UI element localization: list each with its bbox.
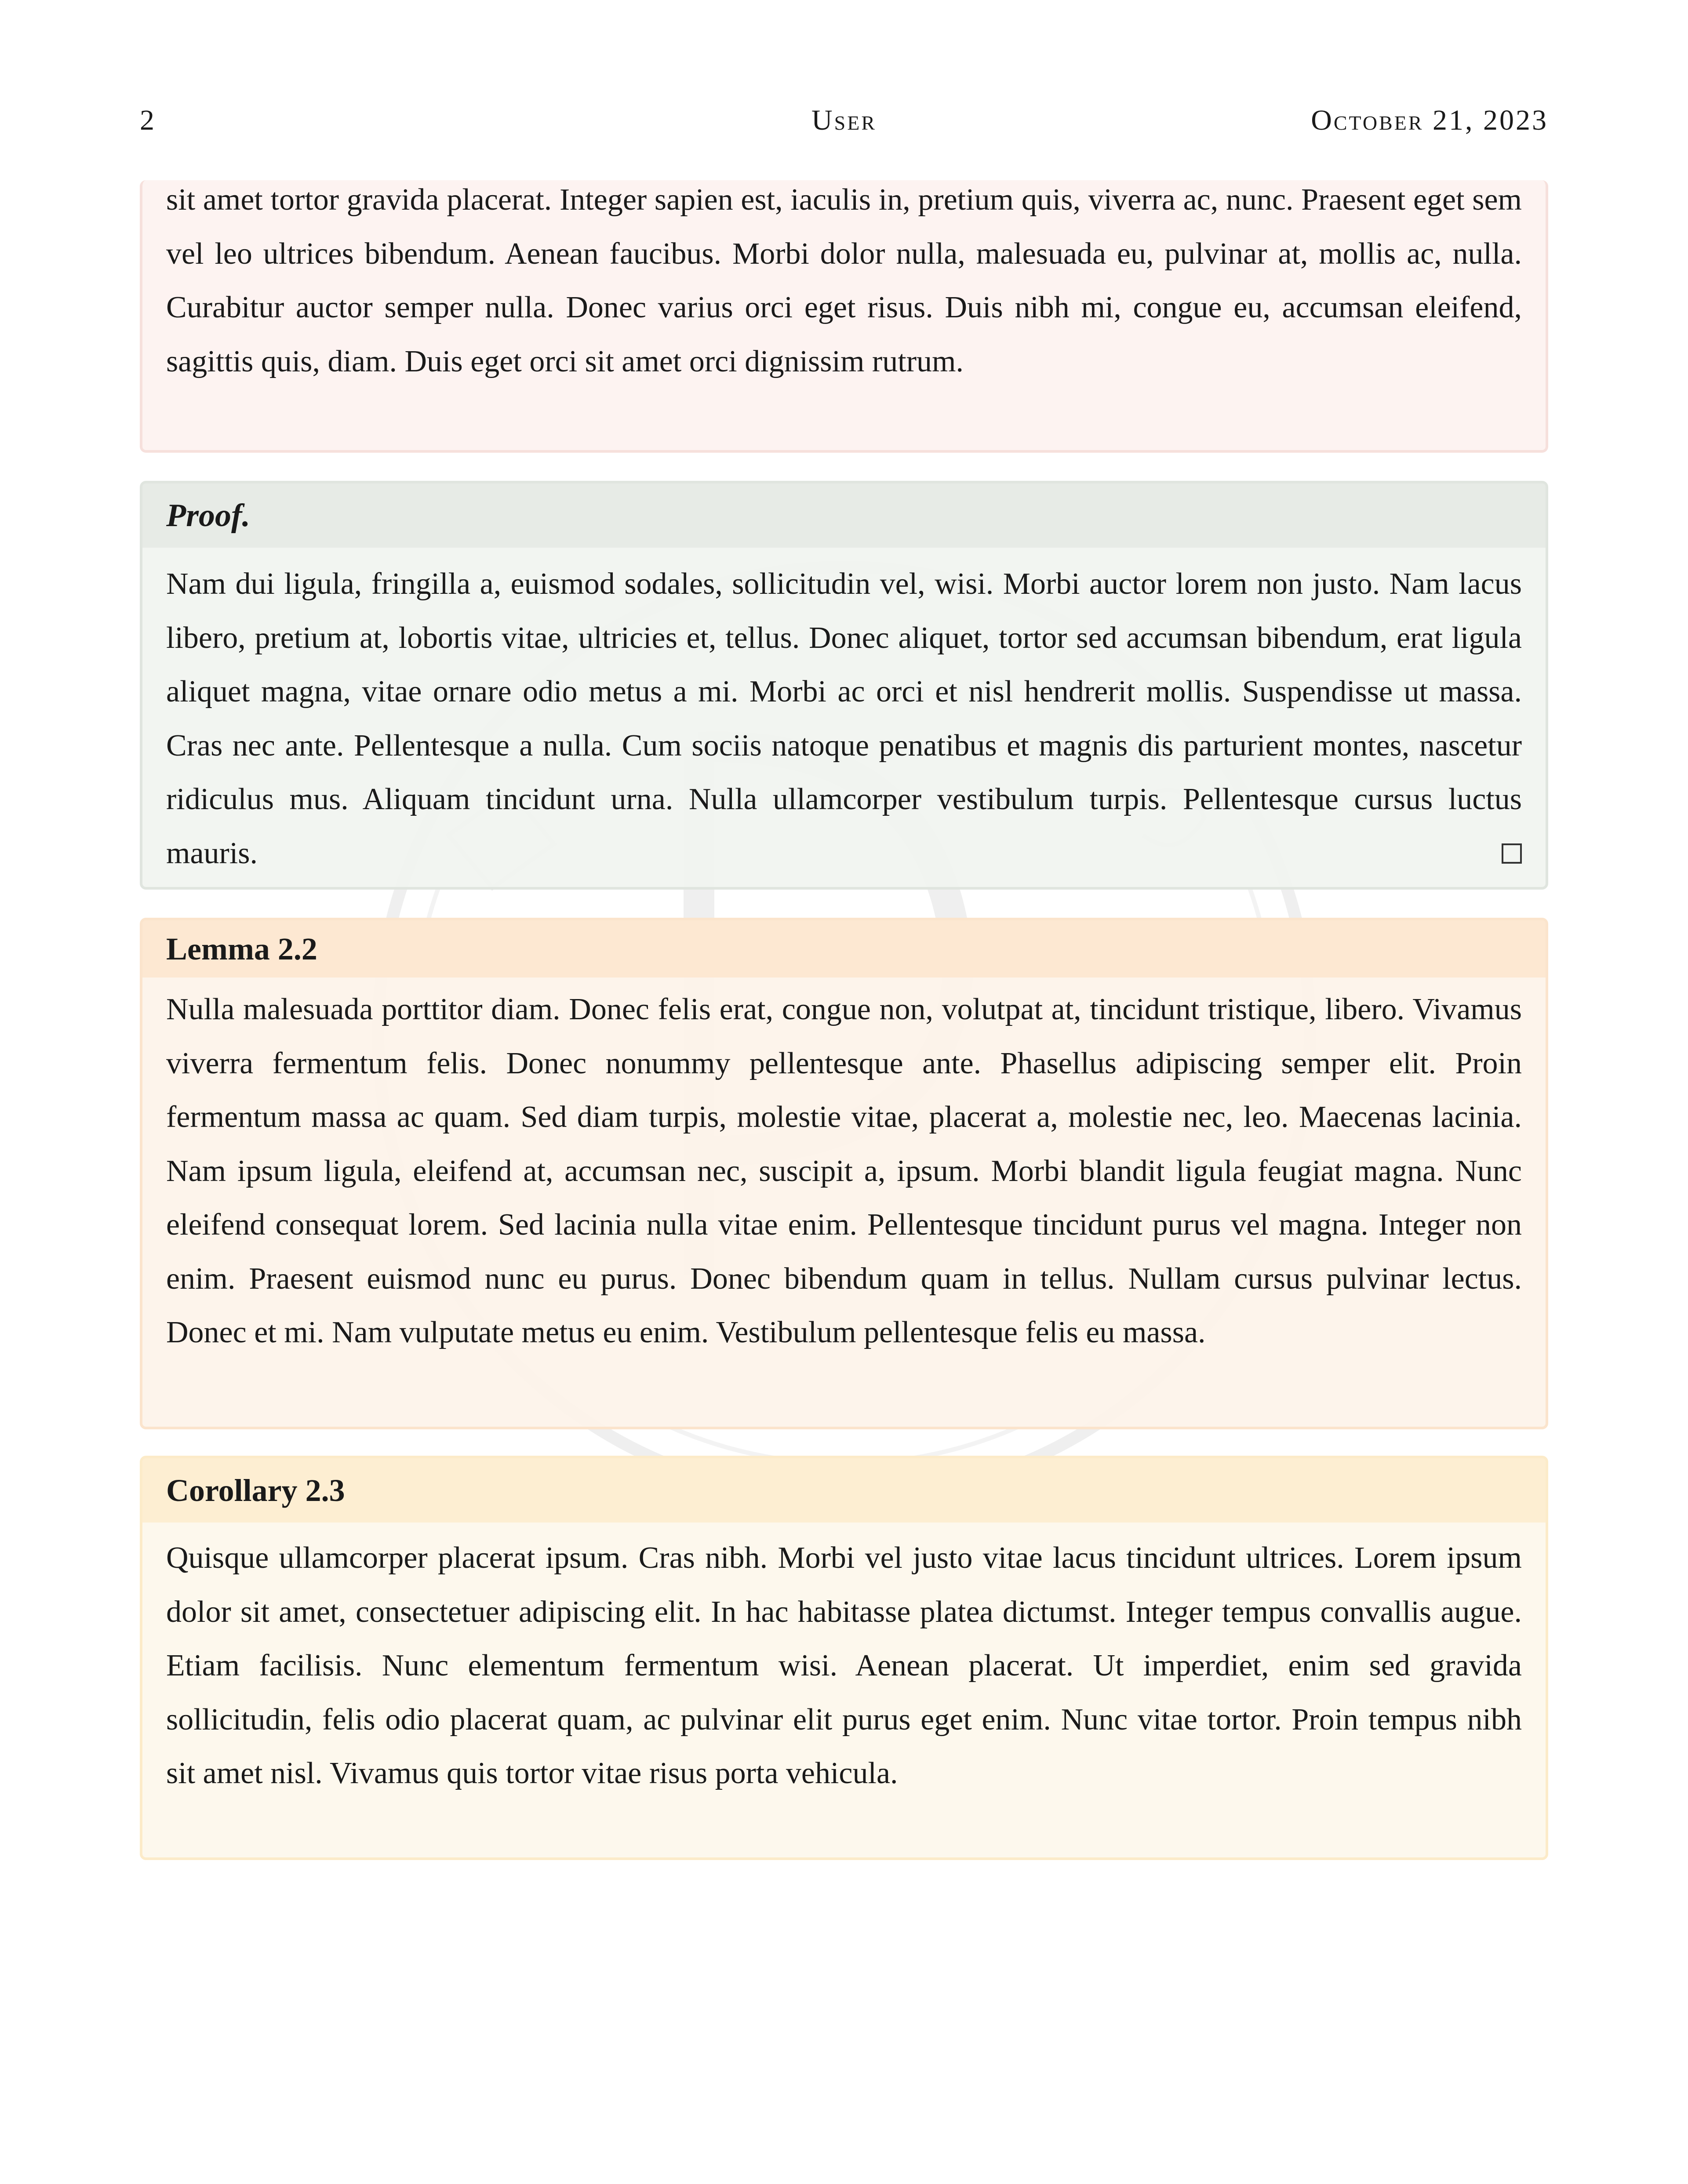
- continued-theorem-text: sit amet tortor gravida placerat. Integer sapien est, iaculis in, pretium quis, viverra ac, nunc. Praesent eget sem vel leo ultrices bibendum. Aenean faucibus. Morbi dolor nulla, malesuada eu, pulvinar at, mollis ac, nulla. Curabitur auctor semper nulla. Donec varius orci eget risus. Duis nibh mi, congue eu, accumsan eleifend, sagittis quis, diam. Duis eget orci sit amet orci dignissim rutrum.: [166, 183, 1522, 378]
- qed-square-icon: [1502, 843, 1522, 864]
- proof-text: Nam dui ligula, fringilla a, euismod sodales, sollicitudin vel, wisi. Morbi auctor lorem non justo. Nam lacus libero, pretium at, lobortis vitae, ultricies et, tellus. Donec aliquet, tortor sed accumsan bibendum, erat ligula aliquet magna, vitae ornare odio metus a mi. Morbi ac orci et nisl hendrerit mollis. Suspendisse ut massa. Cras nec ante. Pellentesque a nulla. Cum sociis natoque penatibus et magnis dis parturient montes, nascetur ridiculus mus. Aliquam tincidunt urna. Nulla ullamcorper vestibulum turpis. Pellentesque cursus luctus mauris.: [166, 567, 1522, 870]
- page-number: 2: [140, 104, 156, 136]
- lemma-text: Nulla malesuada porttitor diam. Donec felis erat, congue non, volutpat at, tincidunt tristique, libero. Vivamus viverra fermentum felis. Donec nonummy pellentesque ante. Phasellus adipiscing semper elit. Proin fermentum massa ac quam. Sed diam turpis, molestie vitae, placerat a, molestie nec, leo. Maecenas lacinia. Nam ipsum ligula, eleifend at, accumsan nec, suscipit a, ipsum. Morbi blandit ligula feugiat magna. Nunc eleifend consequat lorem. Sed lacinia nulla vitae enim. Pellentesque tincidunt purus vel magna. Integer non enim. Praesent euismod nunc eu purus. Donec bibendum quam in tellus. Nullam cursus pulvinar lectus. Donec et mi. Nam vulputate metus eu enim. Vestibulum pellentesque felis eu massa.: [166, 992, 1522, 1349]
- running-author: User: [811, 104, 877, 136]
- corollary-box: [140, 1456, 1548, 1860]
- lemma-title: Lemma 2.2: [142, 920, 1546, 978]
- continued-theorem-box: [140, 180, 1548, 453]
- proof-box: [140, 481, 1548, 890]
- proof-title: Proof.: [142, 483, 1546, 548]
- corollary-title: Corollary 2.3: [142, 1458, 1546, 1523]
- running-head: [140, 104, 1548, 148]
- corollary-text: Quisque ullamcorper placerat ipsum. Cras nibh. Morbi vel justo vitae lacus tincidunt ultrices. Lorem ipsum dolor sit amet, consectetuer adipiscing elit. In hac habitasse platea dictumst. Integer tempus convallis augue. Etiam facilisis. Nunc elementum fermentum wisi. Aenean placerat. Ut imperdiet, enim sed gravida sollicitudin, felis odio placerat quam, ac pulvinar elit purus eget enim. Nunc vitae tortor. Proin tempus nibh sit amet nisl. Vivamus quis tortor vitae risus porta vehicula.: [166, 1541, 1522, 1790]
- lemma-box: [140, 918, 1548, 1429]
- running-date: October 21, 2023: [1311, 104, 1548, 136]
- proof-body: [142, 548, 1546, 880]
